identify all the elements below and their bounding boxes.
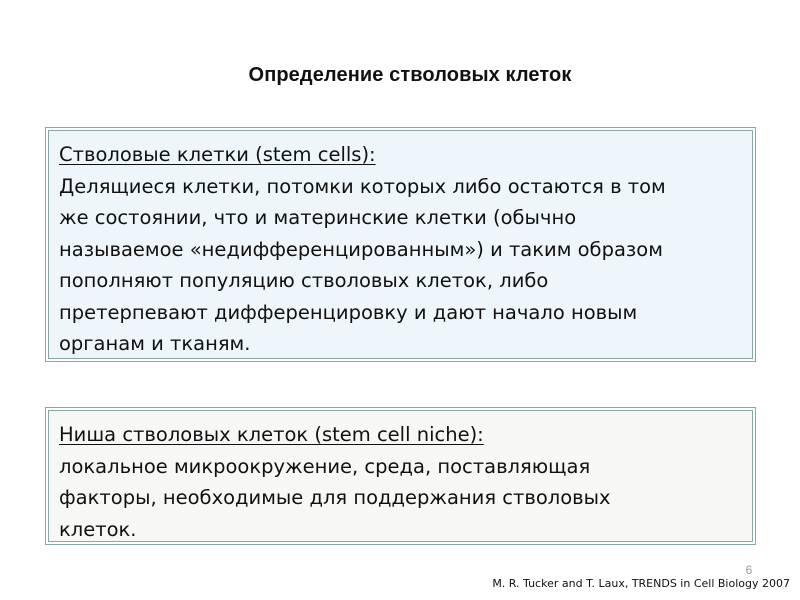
niche-line: клеток. bbox=[59, 517, 137, 541]
definition-line: называемое «недифференцированным») и таким образом bbox=[59, 237, 663, 261]
niche-line: локальное микроокружение, среда, поставляющая bbox=[59, 454, 591, 478]
niche-line: факторы, необходимые для поддержания стволовых bbox=[59, 486, 611, 509]
page-number: 6 bbox=[745, 563, 753, 577]
definition-heading: Стволовые клетки (stem cells): bbox=[59, 143, 376, 166]
definition-line: претерпевают дифференцировку и дают начало новым bbox=[59, 300, 638, 324]
niche-text bbox=[59, 451, 742, 546]
slide-title: Определение стволовых клеток bbox=[248, 64, 572, 86]
citation: M. R. Tucker and T. Laux, TRENDS in Cell Biology 2007 bbox=[492, 577, 790, 590]
niche-box bbox=[48, 410, 753, 542]
definition-line: же состоянии, что и материнские клетки (обычно bbox=[59, 206, 577, 229]
definition-line: Делящиеся клетки, потомки которых либо остаются в том bbox=[59, 174, 666, 198]
definition-box bbox=[48, 130, 753, 359]
niche-heading: Ниша стволовых клеток (stem cell niche): bbox=[59, 423, 484, 446]
definition-line: пополняют популяцию стволовых клеток, либо bbox=[59, 269, 549, 292]
definition-text bbox=[59, 171, 742, 360]
definition-line: органам и тканям. bbox=[59, 332, 251, 355]
